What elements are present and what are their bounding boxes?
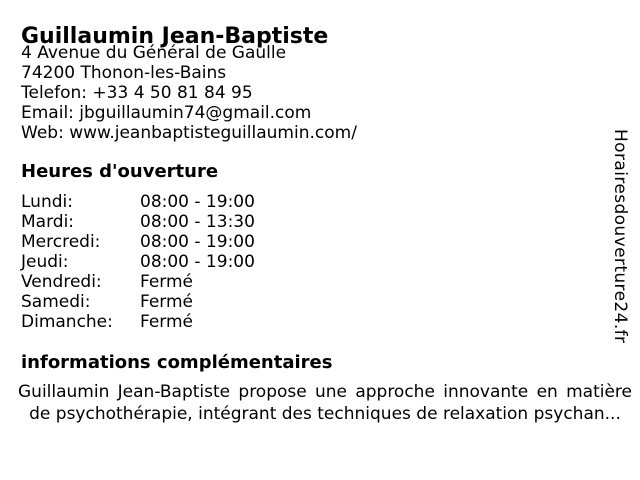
hours-row-saturday — [21, 292, 255, 312]
phone-line: Telefon: +33 4 50 81 84 95 — [21, 83, 253, 103]
day-label: Dimanche: — [21, 312, 113, 332]
hours-row-sunday — [21, 312, 255, 332]
page-title: Guillaumin Jean-Baptiste — [21, 23, 329, 49]
hours-row-monday — [21, 192, 255, 212]
address-line-2: 74200 Thonon-les-Bains — [21, 63, 227, 83]
hours-row-wednesday — [21, 232, 255, 252]
contact-block — [21, 43, 357, 143]
additional-info-heading: informations complémentaires — [21, 352, 333, 373]
hours-row-tuesday — [21, 212, 255, 232]
day-label: Jeudi: — [21, 252, 69, 272]
opening-hours-heading: Heures d'ouverture — [21, 161, 219, 182]
hours-value: Fermé — [140, 312, 194, 332]
opening-hours-table — [21, 192, 255, 332]
email-line: Email: jbguillaumin74@gmail.com — [21, 103, 312, 123]
day-label: Mardi: — [21, 212, 75, 232]
hours-value: Fermé — [140, 272, 194, 292]
hours-value: 08:00 - 19:00 — [140, 192, 255, 212]
hours-row-thursday — [21, 252, 255, 272]
web-line: Web: www.jeanbaptisteguillaumin.com/ — [21, 123, 357, 143]
day-label: Mercredi: — [21, 232, 101, 252]
description-line-1: Guillaumin Jean-Baptiste propose une approche innovante en matière — [18, 382, 632, 402]
site-watermark: Horairesdouverture24.fr — [610, 129, 630, 344]
address-line-1: 4 Avenue du Général de Gaulle — [21, 43, 287, 63]
hours-row-friday — [21, 272, 255, 292]
day-label: Samedi: — [21, 292, 91, 312]
hours-value: 08:00 - 19:00 — [140, 252, 255, 272]
hours-value: Fermé — [140, 292, 194, 312]
day-label: Vendredi: — [21, 272, 102, 292]
day-label: Lundi: — [21, 192, 73, 212]
hours-value: 08:00 - 19:00 — [140, 232, 255, 252]
description-line-2: de psychothérapie, intégrant des techniques de relaxation psychan... — [29, 404, 621, 424]
hours-value: 08:00 - 13:30 — [140, 212, 255, 232]
business-description — [18, 381, 632, 425]
